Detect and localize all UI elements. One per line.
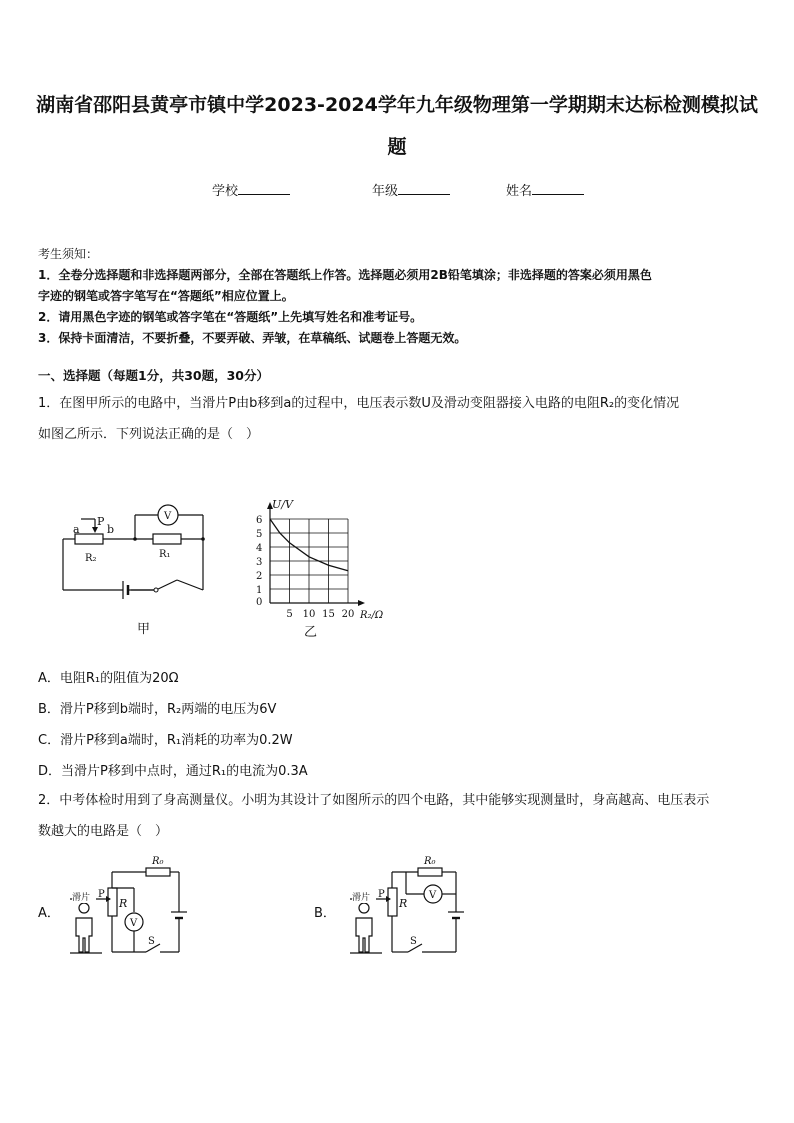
- notes-item-1a: 1．全卷分选择题和非选择题两部分，全部在答题纸上作答。选择题必须用2B铅笔填涂；非选择题的答案必须用黑色: [38, 268, 652, 282]
- r0-resistor: [146, 868, 170, 876]
- y-tick-label: 5: [256, 529, 263, 540]
- q1-option-c[interactable]: C．滑片P移到a端时，R₁消耗的功率为0.2W: [38, 733, 293, 748]
- x-axis-arrow-icon: [358, 600, 365, 606]
- label-s: S: [148, 936, 155, 947]
- school-label: 学校: [212, 184, 239, 199]
- y-tick-label: 6: [256, 515, 263, 526]
- grade-field: [372, 180, 450, 199]
- r1-resistor: [153, 534, 181, 544]
- q1-line-1: 1．在图甲所示的电路中，当滑片P由b移到a的过程中，电压表示数U及滑动变阻器接入电路的电阻R₂的变化情况: [38, 396, 680, 411]
- page-title: [30, 84, 764, 168]
- r-resistor: [108, 888, 117, 916]
- switch-terminal: [154, 588, 158, 592]
- caption-yi: 乙: [304, 625, 318, 640]
- x-tick-label: 20: [341, 609, 355, 620]
- school-blank[interactable]: [238, 182, 290, 195]
- notes-item-1b: 字迹的钢笔或答字笔写在“答题纸”相应位置上。: [38, 289, 294, 303]
- y-tick-label: 2: [256, 571, 263, 582]
- exam-notes: [38, 244, 758, 349]
- y-tick-label: 3: [256, 557, 263, 568]
- label-r: R: [119, 897, 128, 910]
- x-tick-label: 15: [322, 609, 335, 620]
- q2-option-a[interactable]: A．: [38, 906, 60, 921]
- x-tick-label: 5: [286, 609, 293, 620]
- q1-option-b[interactable]: B．滑片P移到b端时，R₂两端的电压为6V: [38, 702, 277, 717]
- name-label: 姓名: [506, 184, 533, 199]
- label-a: a: [73, 523, 80, 536]
- chart-ticks: [256, 515, 354, 620]
- chart-axes: [267, 502, 365, 606]
- q2-line-2: 数越大的电路是（ ）: [38, 824, 169, 839]
- label-p: P: [378, 889, 385, 900]
- label-v: V: [164, 511, 172, 522]
- x-tick-label: 10: [302, 609, 316, 620]
- q1-line-2: 如图乙所示．下列说法正确的是（ ）: [38, 427, 260, 442]
- label-slider: 滑片: [352, 893, 371, 903]
- title-line-2: 题: [387, 136, 407, 158]
- label-v: V: [429, 890, 437, 901]
- notes-heading: 考生须知：: [38, 247, 99, 261]
- label-r2: R₂: [85, 553, 97, 564]
- label-p: P: [97, 515, 105, 528]
- label-b: b: [107, 523, 115, 536]
- label-r: R: [399, 897, 408, 910]
- person-head-icon: [359, 903, 369, 913]
- chart-grid: [270, 519, 348, 603]
- grade-label: 年级: [372, 184, 399, 199]
- notes-item-2: 2．请用黑色字迹的钢笔或答字笔在“答题纸”上先填写姓名和准考证号。: [38, 310, 423, 324]
- label-v: V: [130, 918, 138, 929]
- q1-voltage-chart: [240, 490, 400, 640]
- chart-y-label: U/V: [272, 498, 293, 511]
- label-p: P: [98, 889, 105, 900]
- q1-option-a[interactable]: A．电阻R₁的阻值为20Ω: [38, 671, 179, 686]
- title-line-1: 湖南省邵阳县黄亭市镇中学2023-2024学年九年级物理第一学期期末达标检测模拟试: [36, 94, 758, 116]
- y-tick-label: 4: [256, 543, 263, 554]
- q2-circuit-a: [66, 852, 196, 962]
- section-heading: 一、选择题（每题1分，共30题，30分）: [38, 368, 269, 383]
- q1-option-d[interactable]: D．当滑片P移到中点时，通过R₁的电流为0.3A: [38, 764, 308, 779]
- person-body-icon: [76, 918, 92, 952]
- y-tick-label: 1: [256, 585, 263, 596]
- chart-x-label: R₂/Ω: [360, 610, 384, 621]
- caption-jia: 甲: [137, 622, 151, 637]
- label-slider: 滑片: [72, 893, 91, 903]
- label-r0: R₀: [424, 856, 436, 867]
- question-1: [38, 388, 760, 450]
- name-field: [506, 180, 584, 199]
- label-r0: R₀: [152, 856, 164, 867]
- school-field: [212, 180, 290, 199]
- label-s: S: [410, 936, 417, 947]
- r-resistor: [388, 888, 397, 916]
- q2-line-1: 2．中考体检时用到了身高测量仪。小明为其设计了如图所示的四个电路，其中能够实现测量时，身高越高、电压表示: [38, 793, 710, 808]
- name-blank[interactable]: [532, 182, 584, 195]
- person-body-icon: [356, 918, 372, 952]
- label-r1: R₁: [159, 549, 171, 560]
- grade-blank[interactable]: [398, 182, 450, 195]
- question-2: [38, 785, 760, 847]
- r0-resistor: [418, 868, 442, 876]
- notes-item-3: 3．保持卡面清洁，不要折叠，不要弄破、弄皱，在草稿纸、试题卷上答题无效。: [38, 331, 467, 345]
- q2-circuit-b: [346, 852, 476, 962]
- q2-option-b[interactable]: B．: [314, 906, 336, 921]
- y-tick-label: 0: [256, 597, 263, 608]
- person-head-icon: [79, 903, 89, 913]
- q1-circuit-diagram: [55, 495, 215, 640]
